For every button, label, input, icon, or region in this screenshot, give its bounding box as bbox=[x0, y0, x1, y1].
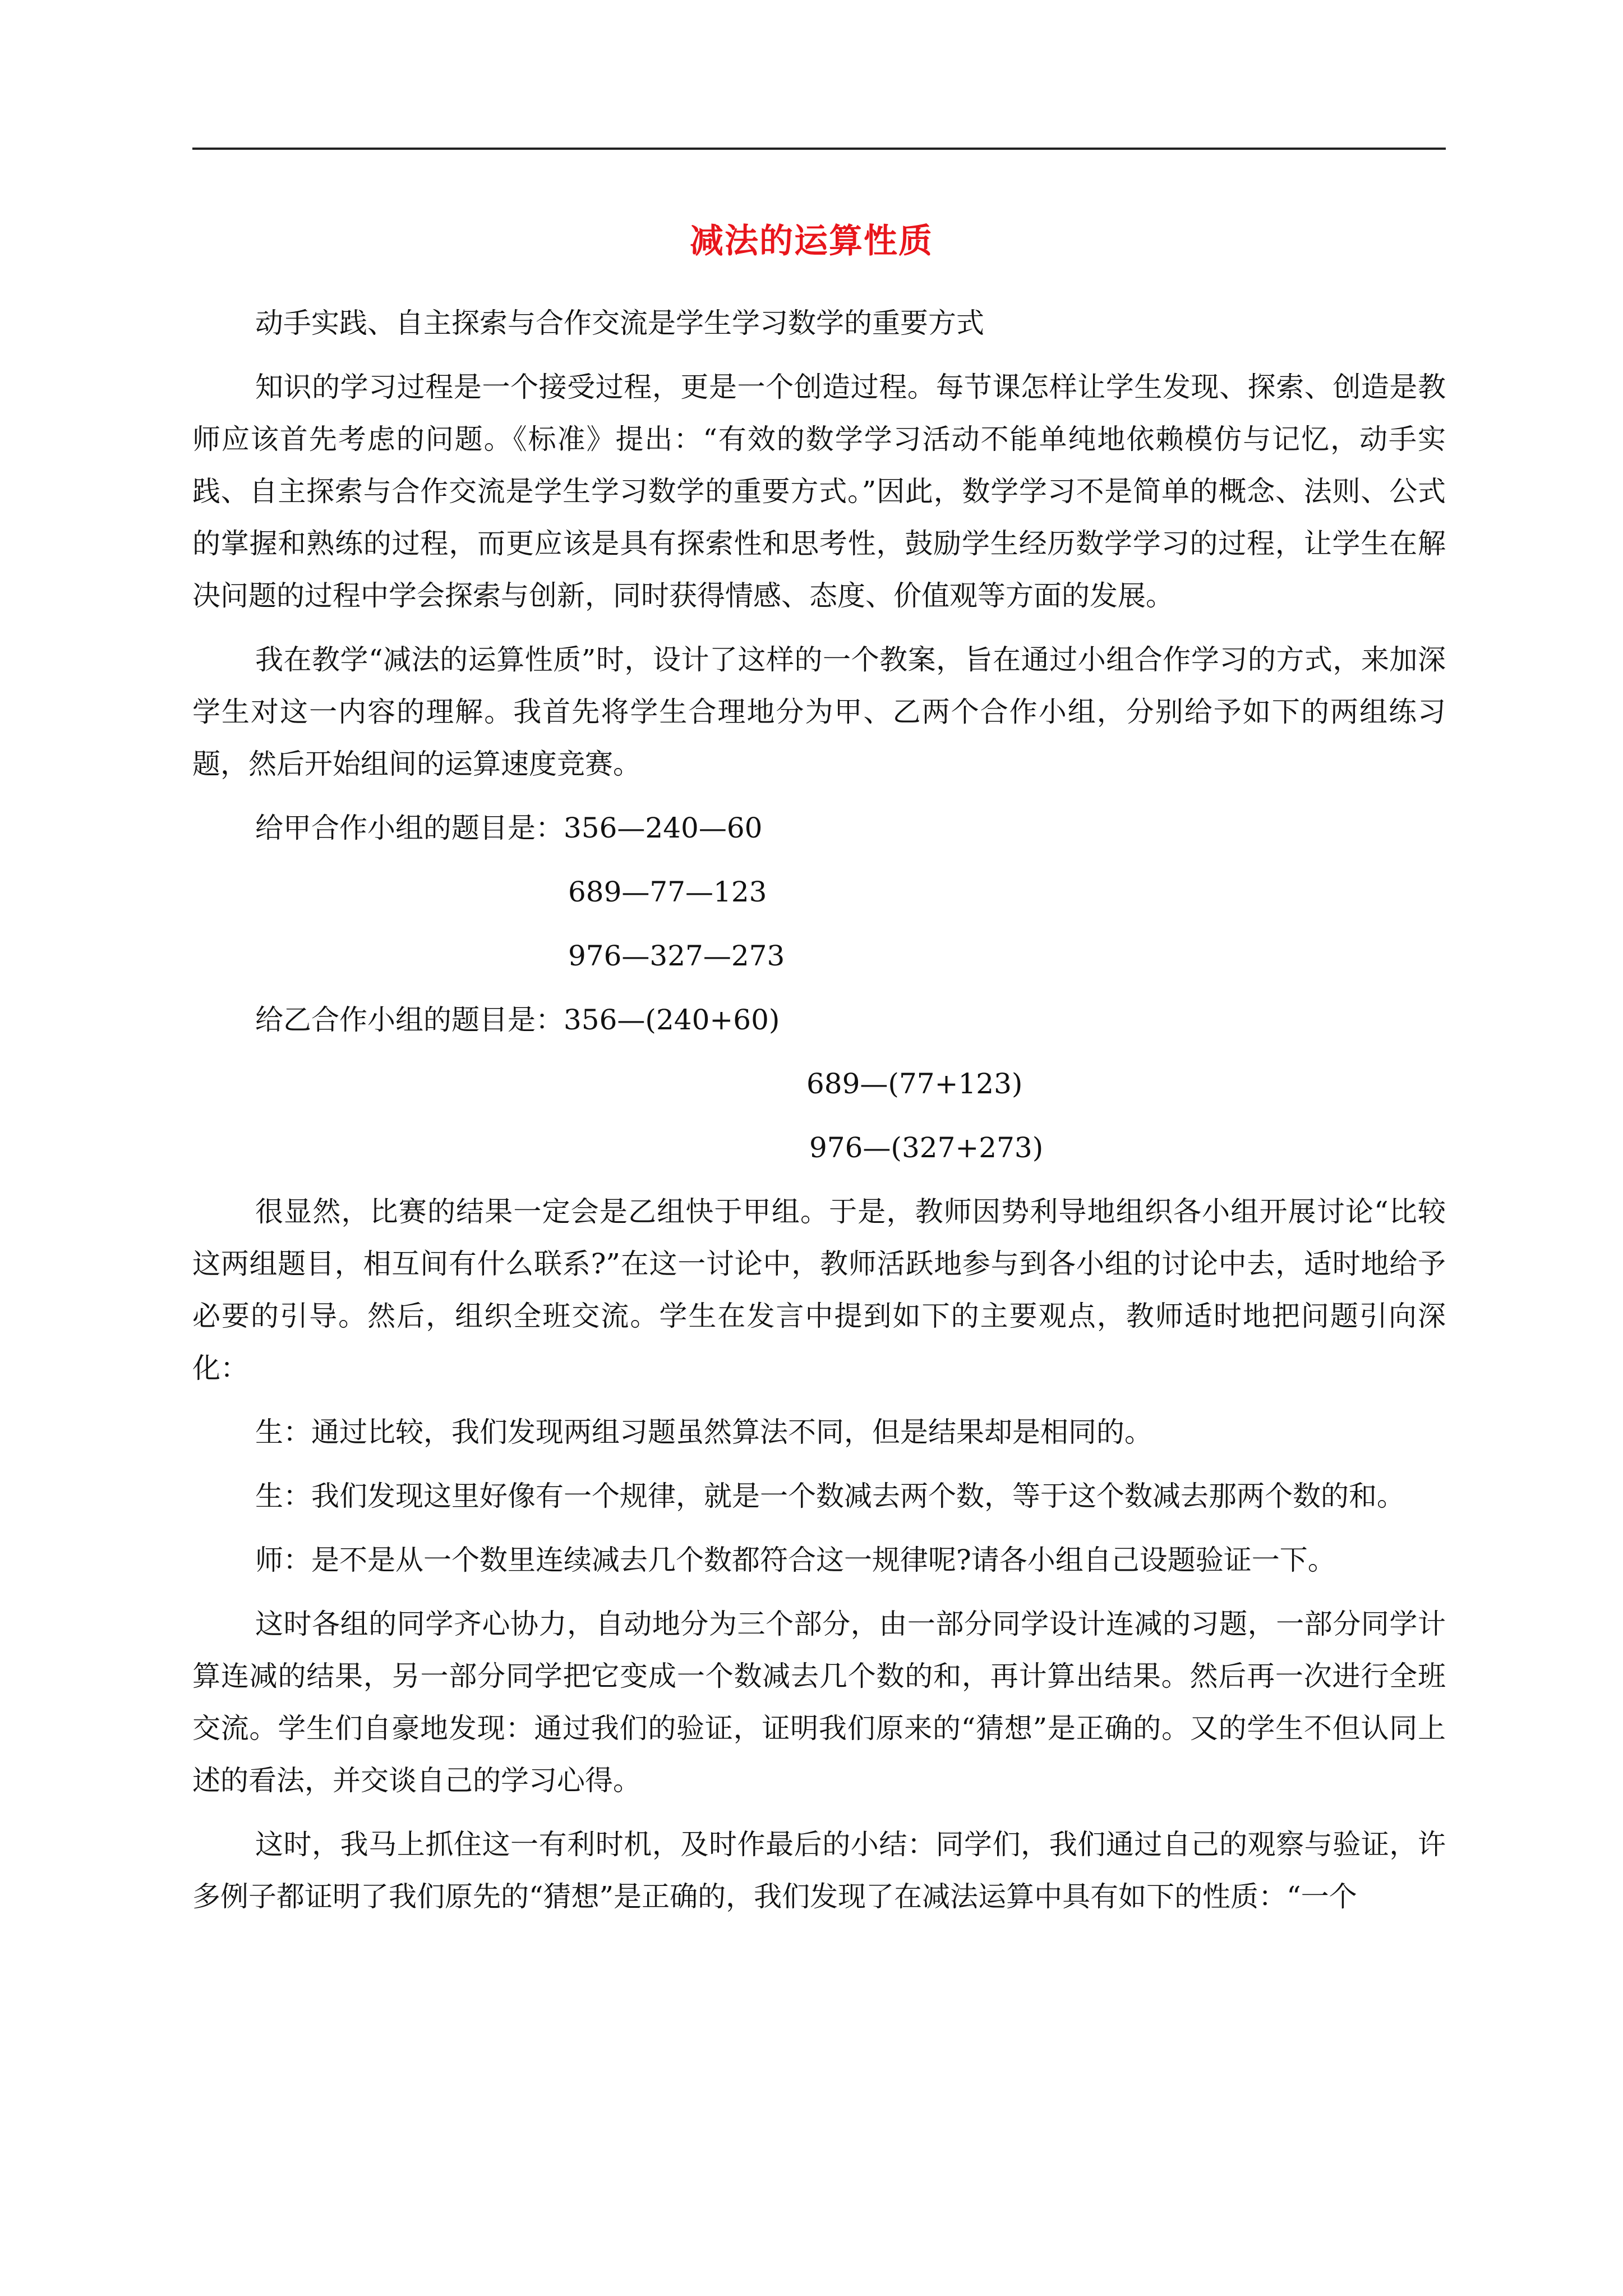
subtitle: 动手实践、自主探索与合作交流是学生学习数学的重要方式 bbox=[255, 307, 984, 339]
paragraph-summary: 这时，我马上抓住这一有利时机，及时作最后的小结：同学们，我们通过自己的观察与验证，许多例子都证明了我们原先的“猜想”是正确的，我们发现了在减法运算中具有如下的性质：“一个 bbox=[192, 1828, 1446, 1913]
document-body bbox=[192, 297, 1446, 1935]
group-b-line-1 bbox=[192, 994, 1446, 1046]
group-a-line-1 bbox=[192, 802, 1446, 854]
group-a-label: 给甲合作小组的题目是： bbox=[255, 812, 564, 844]
group-b-item-2: 689—(77+123) bbox=[806, 1068, 1023, 1100]
paragraph-discussion-1: 很显然，比赛的结果一定会是乙组快于甲组。于是，教师因势利导地组织各小组开展讨论“比较这两组题目，相互间有什么联系?”在这一讨论中，教师活跃地参与到各小组的讨论中去，适时地给予必要的引导。然后，组织全班交流。学生在发言中提到如下的主要观点，教师适时地把问题引向深化： bbox=[192, 1195, 1446, 1384]
paragraph-discussion-2: 这时各组的同学齐心协力，自动地分为三个部分，由一部分同学设计连减的习题，一部分同学计算连减的结果，另一部分同学把它变成一个数减去几个数的和，再计算出结果。然后再一次进行全班交流。学生们自豪地发现：通过我们的验证，证明我们原来的“猜想”是正确的。又的学生不但认同上述的看法，并交谈自己的学习心得。 bbox=[192, 1608, 1446, 1797]
group-b-item-3: 976—(327+273) bbox=[809, 1131, 1044, 1164]
paragraph-student-1: 生：通过比较，我们发现两组习题虽然算法不同，但是结果却是相同的。 bbox=[255, 1416, 1152, 1448]
group-a-item-1: 356—240—60 bbox=[564, 812, 763, 844]
group-b-item-1: 356—(240+60) bbox=[564, 1004, 780, 1036]
group-a-item-2: 689—77—123 bbox=[568, 876, 767, 908]
group-b-label: 给乙合作小组的题目是： bbox=[255, 1004, 564, 1036]
page-title: 减法的运算性质 bbox=[690, 222, 933, 261]
paragraph-teacher: 师：是不是从一个数里连续减去几个数都符合这一规律呢?请各小组自己设题验证一下。 bbox=[255, 1544, 1336, 1576]
paragraph-intro-2: 我在教学“减法的运算性质”时，设计了这样的一个教案，旨在通过小组合作学习的方式，来加深学生对这一内容的理解。我首先将学生合理地分为甲、乙两个合作小组，分别给予如下的两组练习题，然后开始组间的运算速度竞赛。 bbox=[192, 643, 1446, 780]
group-a-item-3: 976—327—273 bbox=[568, 940, 785, 972]
paragraph-student-2: 生：我们发现这里好像有一个规律，就是一个数减去两个数，等于这个数减去那两个数的和。 bbox=[255, 1480, 1405, 1512]
paragraph-intro-1: 知识的学习过程是一个接受过程，更是一个创造过程。每节课怎样让学生发现、探索、创造是教师应该首先考虑的问题。《标准》提出：“有效的数学学习活动不能单纯地依赖模仿与记忆，动手实践、自主探索与合作交流是学生学习数学的重要方式。”因此，数学学习不是简单的概念、法则、公式的掌握和熟练的过程，而更应该是具有探索性和思考性，鼓励学生经历数学学习的过程，让学生在解决问题的过程中学会探索与创新，同时获得情感、态度、价值观等方面的发展。 bbox=[192, 371, 1446, 612]
header-rule bbox=[192, 148, 1446, 150]
